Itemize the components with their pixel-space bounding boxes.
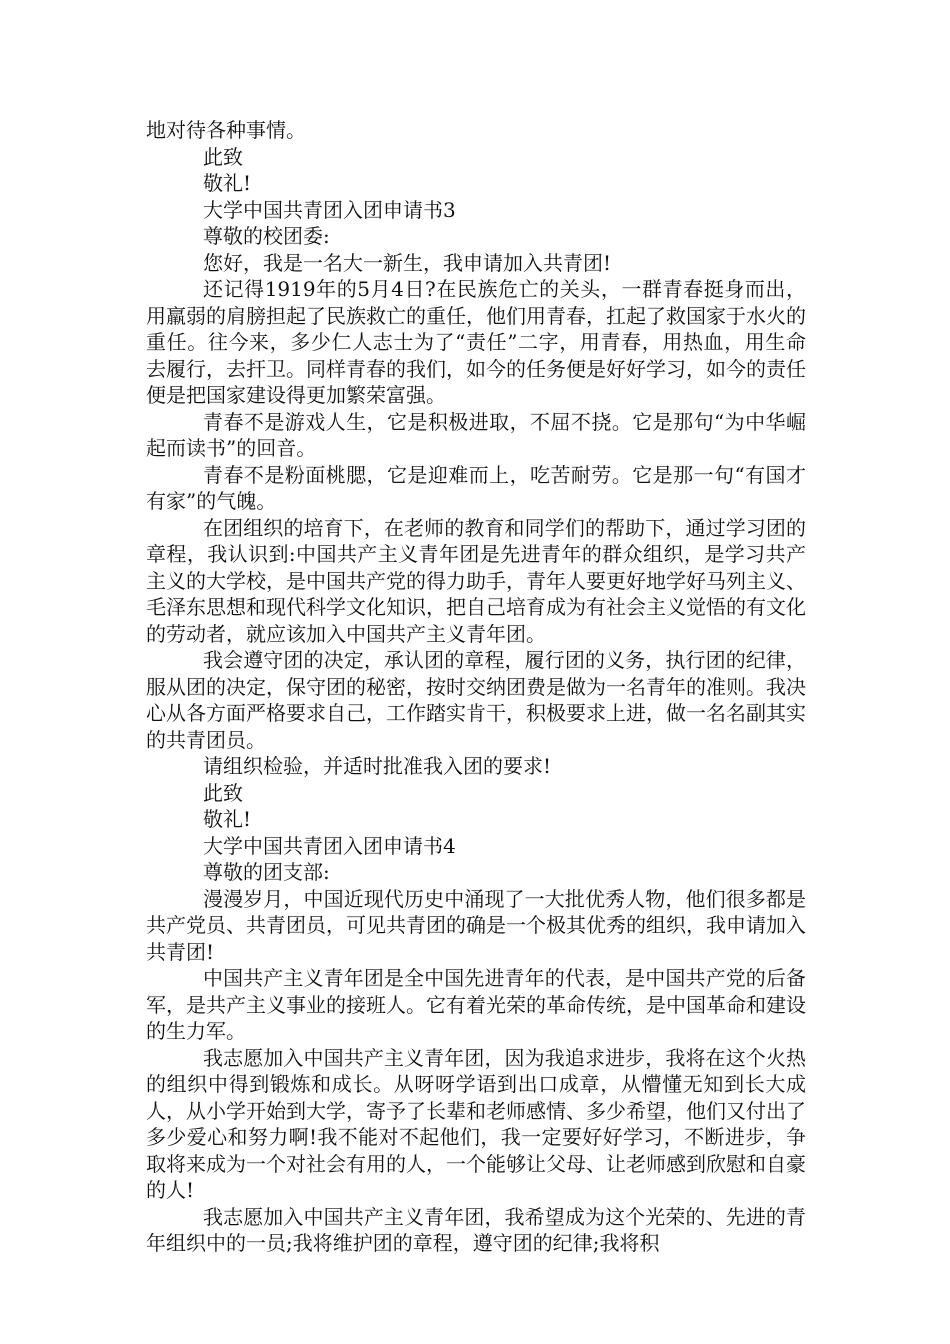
section-heading: 大学中国共青团入团申请书4 [203, 833, 456, 858]
closing-regards: 敬礼! [203, 171, 252, 195]
section-heading: 大学中国共青团入团申请书3 [203, 197, 456, 222]
paragraph: 地对待各种事情。 [146, 118, 306, 142]
letter-greeting: 尊敬的团支部: [203, 860, 330, 884]
paragraph: 请组织检验，并适时批准我入团的要求! [203, 754, 552, 778]
paragraph: 我志愿加入中国共产主义青年团，我希望成为这个光荣的、先进的青年组织中的一员;我将维护团的章程，遵守团的纪律;我将积 [146, 1204, 806, 1255]
paragraph: 我志愿加入中国共产主义青年团，因为我追求进步，我将在这个火热的组织中得到锻炼和成长。从呀呀学语到出口成章，从懵懂无知到长大成人，从小学开始到大学，寄予了长辈和老师感情、多少希望，他们又付出了多少爱心和努力啊!我不能对不起他们，我一定要好好学习，不断进步，争取将来成为一个对社会有用的人，一个能够让父母、让老师感到欣慰和自豪的人! [146, 1045, 806, 1202]
paragraph: 青春不是粉面桃腮，它是迎难而上，吃苦耐劳。它是那一句“有国才有家”的气魄。 [146, 462, 806, 513]
paragraph: 漫漫岁月，中国近现代历史中涌现了一大批优秀人物，他们很多都是共产党员、共青团员，可见共青团的确是一个极其优秀的组织，我申请加入共青团! [146, 886, 806, 964]
paragraph: 还记得1919年的5月4日?在民族危亡的关头，一群青春挺身而出，用羸弱的肩膀担起了民族救亡的重任，他们用青春，扛起了救国家于水火的重任。往今来，多少仁人志士为了“责任”二字，用青春，用热血，用生命去履行，去扞卫。同样青春的我们，如今的任务便是好好学习，如今的责任便是把国家建设得更加繁荣富强。 [146, 277, 806, 407]
paragraph: 在团组织的培育下，在老师的教育和同学们的帮助下，通过学习团的章程，我认识到:中国共产主义青年团是先进青年的群众组织，是学习共产主义的大学校，是中国共产党的得力助手，青年人要更好地学好马列主义、毛泽东思想和现代科学文化知识，把自己培育成为有社会主义觉悟的有文化的劳动者，就应该加入中国共产主义青年团。 [146, 515, 806, 646]
document-body [146, 117, 806, 1257]
paragraph: 中国共产主义青年团是全中国先进青年的代表，是中国共产党的后备军，是共产主义事业的接班人。它有着光荣的革命传统，是中国革命和建设的生力军。 [146, 966, 806, 1043]
letter-greeting: 尊敬的校团委: [203, 224, 330, 248]
paragraph: 您好，我是一名大一新生，我申请加入共青团! [203, 250, 612, 275]
closing-salutation: 此致 [203, 780, 243, 805]
paragraph: 青春不是游戏人生，它是积极进取，不屈不挠。它是那句“为中华崛起而读书”的回音。 [146, 409, 806, 460]
closing-salutation: 此致 [203, 144, 243, 169]
paragraph: 我会遵守团的决定，承认团的章程，履行团的义务，执行团的纪律，服从团的决定，保守团的秘密，按时交纳团费是做为一名青年的准则。我决心从各方面严格要求自己，工作踏实肯干，积极要求上进，做一名名副其实的共青团员。 [146, 648, 806, 752]
closing-regards: 敬礼! [203, 807, 252, 831]
